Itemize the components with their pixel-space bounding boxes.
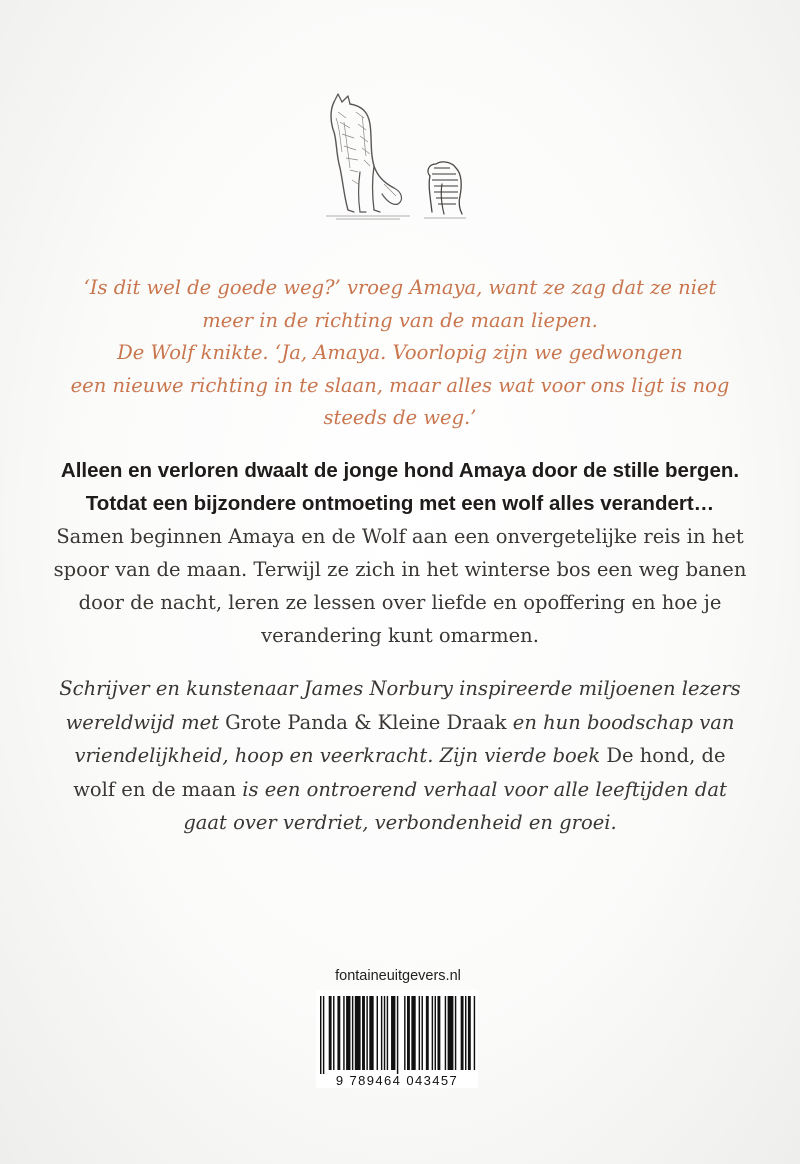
- barcode-bar: [465, 996, 466, 1070]
- blurb-line: door de nacht, leren ze lessen over liefde en opoffering en hoe je: [78, 591, 722, 614]
- book-title-grote-panda: Grote Panda & Kleine Draak: [225, 710, 507, 734]
- barcode-bar: [432, 996, 433, 1070]
- barcode-bar: [445, 996, 446, 1070]
- author-line-part: is een ontroerend verhaal voor alle leeftijden dat: [236, 777, 727, 801]
- barcode-bar: [343, 996, 344, 1070]
- cover-quote: [60, 272, 740, 435]
- isbn-number: 9 789464 043457: [335, 1073, 459, 1088]
- barcode-bar: [437, 996, 440, 1070]
- barcode-bar: [320, 996, 321, 1074]
- blurb-bold-line: Totdat een bijzondere ontmoeting met een wolf alles verandert…: [85, 492, 715, 515]
- quote-line: De Wolf knikte. ‘Ja, Amaya. Voorlopig zijn we gedwongen: [117, 341, 683, 364]
- barcode-bar: [391, 996, 395, 1070]
- barcode-bar: [404, 996, 405, 1070]
- barcode-bar: [329, 996, 332, 1070]
- barcode-bar: [337, 996, 340, 1070]
- author-bio: [40, 672, 760, 840]
- wolf-dog-sketch-icon: [300, 88, 490, 228]
- barcode-bar: [455, 996, 456, 1070]
- barcode-bar: [468, 996, 471, 1070]
- barcode-bar: [355, 996, 361, 1070]
- barcode-bar: [346, 996, 350, 1070]
- barcode-bar: [333, 996, 334, 1070]
- quote-line: steeds de weg.’: [323, 406, 477, 429]
- wolf-and-dog-illustration: [300, 88, 490, 228]
- barcode-bar: [369, 996, 373, 1070]
- barcode-bar: [474, 996, 475, 1070]
- blurb-line: verandering kunt omarmen.: [261, 624, 539, 647]
- barcode-bar: [366, 996, 367, 1070]
- book-title-de-hond-cont: wolf en de maan: [73, 777, 237, 801]
- barcode-bar: [381, 996, 382, 1070]
- author-line: Schrijver en kunstenaar James Norbury inspireerde miljoenen lezers: [59, 677, 741, 700]
- barcode-bar: [387, 996, 388, 1070]
- publisher-website: fontaineuitgevers.nl: [335, 968, 461, 984]
- barcode-bar: [384, 996, 385, 1070]
- book-blurb: [40, 454, 760, 652]
- barcode-bar: [435, 996, 436, 1070]
- barcode-bar: [397, 996, 398, 1074]
- book-title-de-hond: De hond, de: [606, 744, 726, 767]
- quote-line: ‘Is dit wel de goede weg?’ vroeg Amaya, want ze zag dat ze niet: [83, 276, 717, 299]
- author-line-part: en hun boodschap van: [506, 710, 735, 734]
- barcode-bar: [422, 996, 423, 1070]
- author-line-part: wereldwijd met: [65, 710, 226, 734]
- barcode-bar: [411, 996, 415, 1070]
- barcode-bar: [419, 996, 420, 1070]
- blurb-bold-line: Alleen en verloren dwaalt de jonge hond Amaya door de stille bergen.: [60, 459, 740, 482]
- author-line: gaat over verdriet, verbondenheid en groei.: [183, 811, 617, 834]
- quote-line: meer in de richting van de maan liepen.: [202, 308, 598, 332]
- blurb-line: Samen beginnen Amaya en de Wolf aan een onvergetelijke reis in het: [56, 525, 744, 548]
- barcode-bar: [426, 996, 429, 1070]
- barcode-bar: [352, 996, 353, 1070]
- author-line-part: vriendelijkheid, hoop en veerkracht. Zijn vierde boek: [74, 744, 607, 767]
- barcode-bar: [407, 996, 410, 1070]
- blurb-line: spoor van de maan. Terwijl ze zich in het winterse bos een weg banen: [53, 558, 747, 581]
- barcode-bar: [461, 996, 464, 1070]
- quote-line: een nieuwe richting in te slaan, maar alles wat voor ons ligt is nog: [70, 373, 730, 397]
- barcode-icon: [316, 990, 478, 1074]
- barcode-bar: [448, 996, 454, 1070]
- barcode-bar: [323, 996, 324, 1074]
- barcode-bar: [362, 996, 365, 1070]
- barcode-bar: [377, 996, 378, 1070]
